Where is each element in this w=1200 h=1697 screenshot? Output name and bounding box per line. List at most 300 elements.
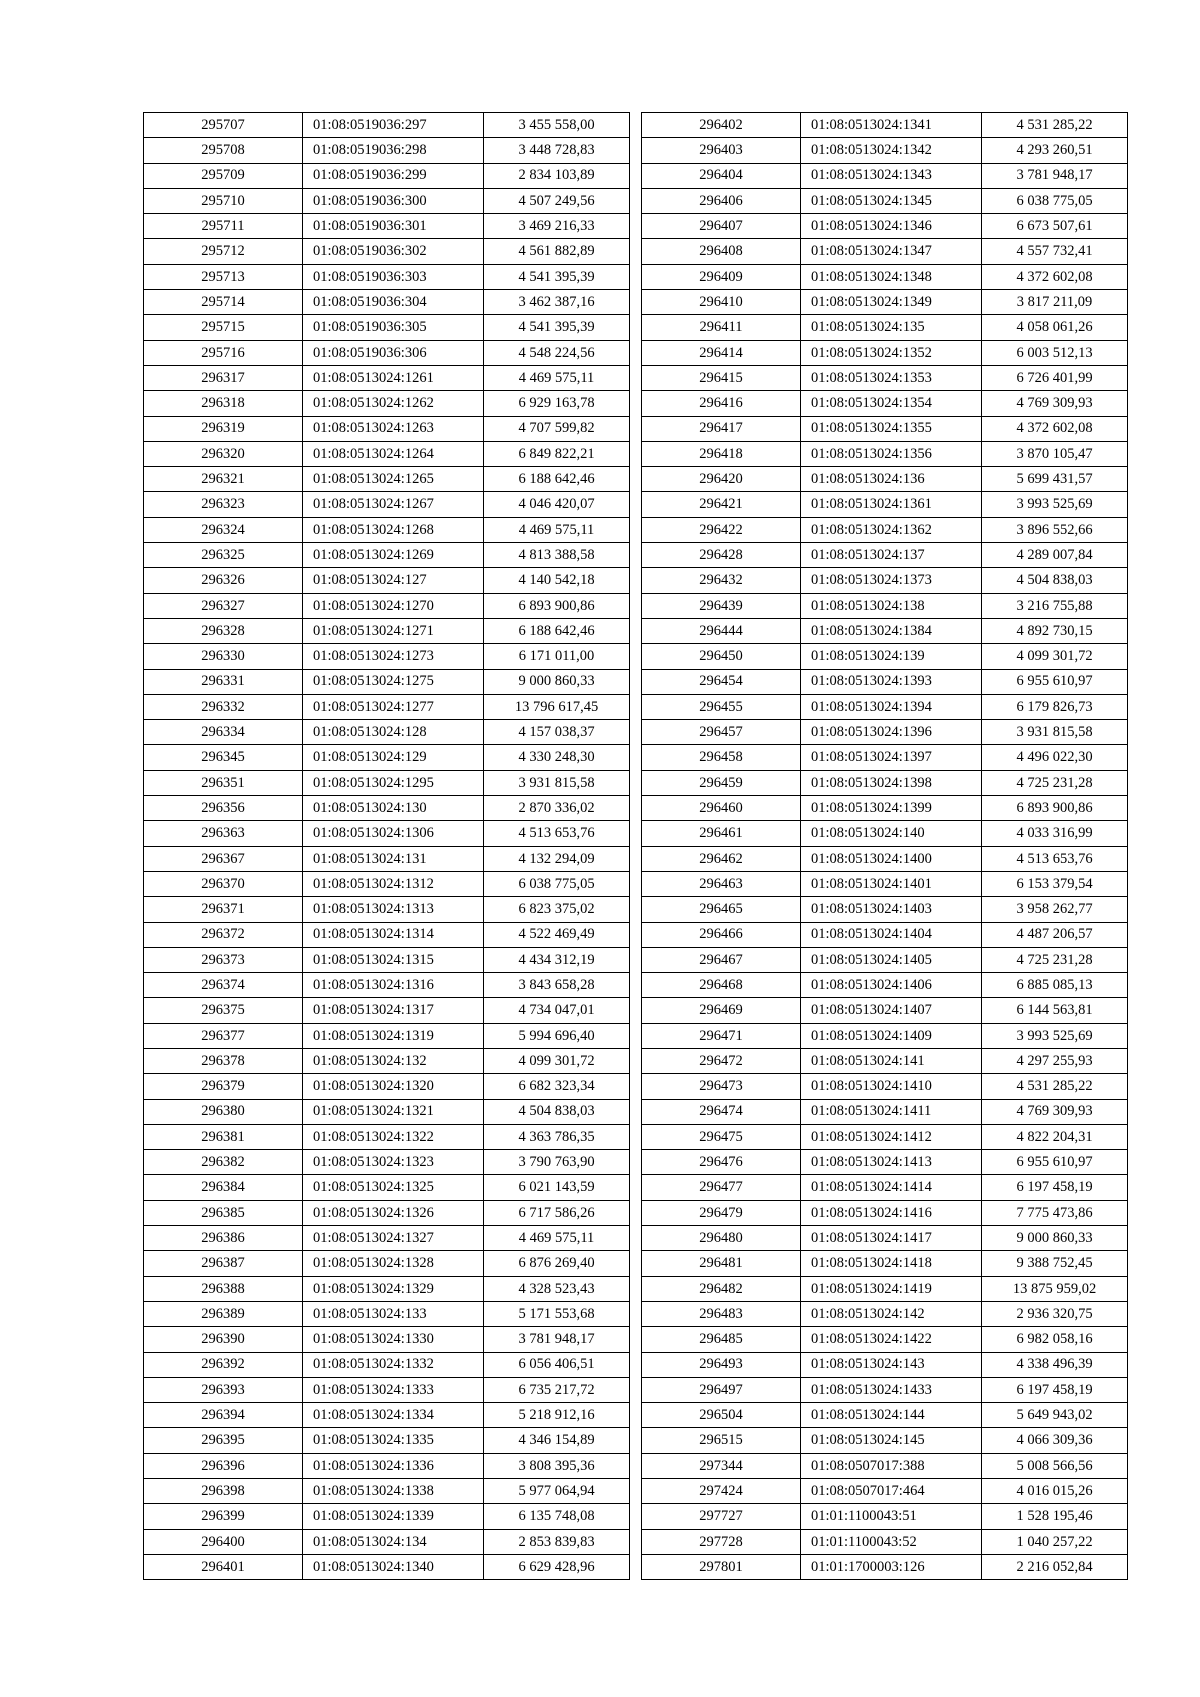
cadastral-number-cell: 01:08:0519036:305 (303, 315, 484, 340)
value-cell: 4 707 599,82 (484, 416, 630, 441)
number-cell: 296465 (642, 897, 801, 922)
table-row (642, 973, 1128, 998)
number-cell: 296396 (144, 1453, 303, 1478)
table-row (642, 113, 1128, 138)
cadastral-number-cell: 01:01:1700003:126 (801, 1554, 982, 1579)
table-row (144, 1124, 630, 1149)
number-cell: 296372 (144, 922, 303, 947)
cadastral-number-cell: 01:08:0513024:1265 (303, 467, 484, 492)
number-cell: 296416 (642, 391, 801, 416)
number-cell: 296474 (642, 1099, 801, 1124)
value-cell: 6 056 406,51 (484, 1352, 630, 1377)
number-cell: 296467 (642, 947, 801, 972)
value-cell: 4 132 294,09 (484, 846, 630, 871)
number-cell: 296345 (144, 745, 303, 770)
table-row (144, 1301, 630, 1326)
value-cell: 6 955 610,97 (982, 1150, 1128, 1175)
value-cell: 4 297 255,93 (982, 1048, 1128, 1073)
number-cell: 296386 (144, 1226, 303, 1251)
number-cell: 296330 (144, 644, 303, 669)
cadastral-number-cell: 01:08:0513024:1275 (303, 669, 484, 694)
value-cell: 6 929 163,78 (484, 391, 630, 416)
cadastral-number-cell: 01:01:1100043:52 (801, 1529, 982, 1554)
value-cell: 6 893 900,86 (484, 593, 630, 618)
cadastral-number-cell: 01:08:0513024:1315 (303, 947, 484, 972)
number-cell: 296387 (144, 1251, 303, 1276)
value-cell: 4 469 575,11 (484, 517, 630, 542)
table-row (144, 1529, 630, 1554)
table-row (642, 1124, 1128, 1149)
cadastral-number-cell: 01:08:0513024:1343 (801, 163, 982, 188)
cadastral-number-cell: 01:08:0519036:301 (303, 214, 484, 239)
number-cell: 296459 (642, 770, 801, 795)
table-row (144, 1352, 630, 1377)
number-cell: 297728 (642, 1529, 801, 1554)
number-cell: 296404 (642, 163, 801, 188)
value-cell: 4 507 249,56 (484, 188, 630, 213)
table-row (144, 897, 630, 922)
cadastral-number-cell: 01:08:0513024:1362 (801, 517, 982, 542)
table-row (144, 1251, 630, 1276)
table-row (144, 1428, 630, 1453)
number-cell: 296410 (642, 290, 801, 315)
value-cell: 4 099 301,72 (982, 644, 1128, 669)
value-cell: 4 046 420,07 (484, 492, 630, 517)
cadastral-number-cell: 01:08:0513024:129 (303, 745, 484, 770)
number-cell: 295713 (144, 264, 303, 289)
number-cell: 296374 (144, 973, 303, 998)
number-cell: 297801 (642, 1554, 801, 1579)
number-cell: 296370 (144, 871, 303, 896)
cadastral-number-cell: 01:08:0513024:1269 (303, 543, 484, 568)
table-row (642, 365, 1128, 390)
number-cell: 296417 (642, 416, 801, 441)
value-cell: 3 448 728,83 (484, 138, 630, 163)
number-cell: 296324 (144, 517, 303, 542)
value-cell: 4 469 575,11 (484, 1226, 630, 1251)
value-cell: 6 144 563,81 (982, 998, 1128, 1023)
value-cell: 4 561 882,89 (484, 239, 630, 264)
cadastral-number-cell: 01:08:0513024:140 (801, 821, 982, 846)
cadastral-number-cell: 01:08:0513024:1333 (303, 1377, 484, 1402)
value-cell: 3 817 211,09 (982, 290, 1128, 315)
value-cell: 4 541 395,39 (484, 315, 630, 340)
value-cell: 5 977 064,94 (484, 1479, 630, 1504)
value-cell: 4 769 309,93 (982, 1099, 1128, 1124)
cadastral-number-cell: 01:08:0513024:1349 (801, 290, 982, 315)
value-cell: 1 040 257,22 (982, 1529, 1128, 1554)
number-cell: 296326 (144, 568, 303, 593)
table-row (144, 441, 630, 466)
cadastral-number-cell: 01:08:0513024:133 (303, 1301, 484, 1326)
value-cell: 6 876 269,40 (484, 1251, 630, 1276)
value-cell: 6 735 217,72 (484, 1377, 630, 1402)
cadastral-number-cell: 01:08:0513024:1330 (303, 1327, 484, 1352)
table-row (642, 492, 1128, 517)
value-cell: 9 000 860,33 (982, 1226, 1128, 1251)
value-cell: 2 853 839,83 (484, 1529, 630, 1554)
number-cell: 296483 (642, 1301, 801, 1326)
value-cell: 6 717 586,26 (484, 1200, 630, 1225)
number-cell: 296428 (642, 543, 801, 568)
table-row (144, 1377, 630, 1402)
cadastral-number-cell: 01:08:0513024:1373 (801, 568, 982, 593)
value-cell: 4 513 653,76 (484, 821, 630, 846)
number-cell: 296377 (144, 1023, 303, 1048)
value-cell: 4 293 260,51 (982, 138, 1128, 163)
cadastral-number-cell: 01:08:0513024:1326 (303, 1200, 484, 1225)
value-cell: 4 016 015,26 (982, 1479, 1128, 1504)
number-cell: 296393 (144, 1377, 303, 1402)
table-row (144, 340, 630, 365)
number-cell: 296439 (642, 593, 801, 618)
table-row (144, 188, 630, 213)
cadastral-number-cell: 01:08:0513024:130 (303, 796, 484, 821)
value-cell: 4 725 231,28 (982, 947, 1128, 972)
table-row (642, 796, 1128, 821)
cadastral-number-cell: 01:08:0513024:1352 (801, 340, 982, 365)
number-cell: 297344 (642, 1453, 801, 1478)
cadastral-number-cell: 01:08:0513024:128 (303, 720, 484, 745)
value-cell: 4 531 285,22 (982, 1074, 1128, 1099)
cadastral-number-cell: 01:08:0513024:1327 (303, 1226, 484, 1251)
number-cell: 296402 (642, 113, 801, 138)
table-row (144, 1200, 630, 1225)
table-row (642, 871, 1128, 896)
value-cell: 4 531 285,22 (982, 113, 1128, 138)
table-row (144, 694, 630, 719)
number-cell: 295711 (144, 214, 303, 239)
value-cell: 3 931 815,58 (484, 770, 630, 795)
cadastral-number-cell: 01:08:0513024:1405 (801, 947, 982, 972)
number-cell: 296381 (144, 1124, 303, 1149)
value-cell: 3 462 387,16 (484, 290, 630, 315)
table-row (144, 568, 630, 593)
table-row (642, 467, 1128, 492)
value-cell: 4 372 602,08 (982, 264, 1128, 289)
cadastral-number-cell: 01:08:0513024:1332 (303, 1352, 484, 1377)
table-row (642, 669, 1128, 694)
number-cell: 296319 (144, 416, 303, 441)
value-cell: 4 346 154,89 (484, 1428, 630, 1453)
table-row (144, 644, 630, 669)
value-cell: 4 434 312,19 (484, 947, 630, 972)
cadastral-number-cell: 01:08:0513024:1348 (801, 264, 982, 289)
cadastral-number-cell: 01:08:0513024:1384 (801, 618, 982, 643)
table-row (144, 416, 630, 441)
table-row (642, 1251, 1128, 1276)
cadastral-number-cell: 01:08:0519036:299 (303, 163, 484, 188)
cadastral-number-cell: 01:08:0513024:1342 (801, 138, 982, 163)
value-cell: 4 813 388,58 (484, 543, 630, 568)
table-row (144, 391, 630, 416)
table-row (144, 593, 630, 618)
cadastral-number-cell: 01:08:0513024:1334 (303, 1403, 484, 1428)
number-cell: 296497 (642, 1377, 801, 1402)
table-row (642, 1529, 1128, 1554)
table-row (642, 441, 1128, 466)
cadastral-number-cell: 01:08:0513024:1268 (303, 517, 484, 542)
number-cell: 296476 (642, 1150, 801, 1175)
value-cell: 4 372 602,08 (982, 416, 1128, 441)
table-row (642, 922, 1128, 947)
table-row (642, 517, 1128, 542)
number-cell: 296408 (642, 239, 801, 264)
cadastral-number-cell: 01:08:0513024:1340 (303, 1554, 484, 1579)
number-cell: 296479 (642, 1200, 801, 1225)
number-cell: 296414 (642, 340, 801, 365)
value-cell: 4 522 469,49 (484, 922, 630, 947)
cadastral-number-cell: 01:08:0513024:142 (801, 1301, 982, 1326)
table-row (642, 618, 1128, 643)
value-cell: 6 726 401,99 (982, 365, 1128, 390)
value-cell: 4 066 309,36 (982, 1428, 1128, 1453)
number-cell: 296382 (144, 1150, 303, 1175)
table-row (144, 821, 630, 846)
table-row (642, 163, 1128, 188)
table-row (144, 871, 630, 896)
value-cell: 4 725 231,28 (982, 770, 1128, 795)
number-cell: 296385 (144, 1200, 303, 1225)
table-row (642, 1023, 1128, 1048)
number-cell: 296472 (642, 1048, 801, 1073)
value-cell: 4 734 047,01 (484, 998, 630, 1023)
table-row (642, 1327, 1128, 1352)
cadastral-number-cell: 01:08:0513024:1313 (303, 897, 484, 922)
cadastral-number-cell: 01:08:0513024:1397 (801, 745, 982, 770)
value-cell: 4 541 395,39 (484, 264, 630, 289)
value-cell: 1 528 195,46 (982, 1504, 1128, 1529)
table-row (642, 214, 1128, 239)
number-cell: 296450 (642, 644, 801, 669)
number-cell: 296485 (642, 1327, 801, 1352)
value-cell: 6 982 058,16 (982, 1327, 1128, 1352)
value-cell: 6 038 775,05 (484, 871, 630, 896)
value-cell: 3 790 763,90 (484, 1150, 630, 1175)
table-left-body (144, 113, 630, 1580)
number-cell: 296394 (144, 1403, 303, 1428)
number-cell: 296481 (642, 1251, 801, 1276)
cadastral-number-cell: 01:08:0513024:1398 (801, 770, 982, 795)
cadastral-number-cell: 01:08:0513024:136 (801, 467, 982, 492)
number-cell: 296407 (642, 214, 801, 239)
number-cell: 296458 (642, 745, 801, 770)
cadastral-number-cell: 01:08:0513024:139 (801, 644, 982, 669)
cadastral-number-cell: 01:08:0519036:306 (303, 340, 484, 365)
cadastral-number-cell: 01:08:0513024:1396 (801, 720, 982, 745)
table-row (144, 973, 630, 998)
table-row (642, 720, 1128, 745)
table-row (144, 138, 630, 163)
cadastral-number-cell: 01:08:0513024:1277 (303, 694, 484, 719)
table-row (642, 1175, 1128, 1200)
cadastral-number-cell: 01:08:0513024:1411 (801, 1099, 982, 1124)
cadastral-number-cell: 01:08:0513024:1409 (801, 1023, 982, 1048)
cadastral-number-cell: 01:08:0513024:1314 (303, 922, 484, 947)
cadastral-number-cell: 01:08:0513024:1271 (303, 618, 484, 643)
number-cell: 296406 (642, 188, 801, 213)
number-cell: 296323 (144, 492, 303, 517)
value-cell: 6 188 642,46 (484, 618, 630, 643)
cadastral-number-cell: 01:08:0513024:145 (801, 1428, 982, 1453)
table-row (144, 947, 630, 972)
value-cell: 6 849 822,21 (484, 441, 630, 466)
value-cell: 3 896 552,66 (982, 517, 1128, 542)
value-cell: 4 330 248,30 (484, 745, 630, 770)
table-row (144, 315, 630, 340)
table-row (144, 1074, 630, 1099)
value-cell: 4 099 301,72 (484, 1048, 630, 1073)
value-cell: 6 179 826,73 (982, 694, 1128, 719)
table-row (144, 846, 630, 871)
cadastral-number-cell: 01:08:0513024:1321 (303, 1099, 484, 1124)
table-row (144, 770, 630, 795)
cadastral-number-cell: 01:08:0519036:298 (303, 138, 484, 163)
cadastral-number-cell: 01:08:0513024:1270 (303, 593, 484, 618)
table-row (144, 1048, 630, 1073)
cadastral-number-cell: 01:08:0513024:1329 (303, 1276, 484, 1301)
cadastral-number-cell: 01:08:0513024:1347 (801, 239, 982, 264)
table-row (642, 138, 1128, 163)
cadastral-number-cell: 01:01:1100043:51 (801, 1504, 982, 1529)
value-cell: 6 682 323,34 (484, 1074, 630, 1099)
number-cell: 296457 (642, 720, 801, 745)
table-row (144, 163, 630, 188)
number-cell: 296375 (144, 998, 303, 1023)
cadastral-number-cell: 01:08:0519036:297 (303, 113, 484, 138)
number-cell: 296327 (144, 593, 303, 618)
table-row (642, 1150, 1128, 1175)
table-row (144, 720, 630, 745)
cadastral-number-cell: 01:08:0513024:1345 (801, 188, 982, 213)
table-row (144, 1554, 630, 1579)
table-row (642, 416, 1128, 441)
value-cell: 4 892 730,15 (982, 618, 1128, 643)
table-row (642, 821, 1128, 846)
cadastral-number-cell: 01:08:0513024:1412 (801, 1124, 982, 1149)
value-cell: 3 843 658,28 (484, 973, 630, 998)
table-row (144, 796, 630, 821)
cadastral-number-cell: 01:08:0513024:1339 (303, 1504, 484, 1529)
value-cell: 7 775 473,86 (982, 1200, 1128, 1225)
cadastral-number-cell: 01:08:0513024:1354 (801, 391, 982, 416)
table-row (642, 644, 1128, 669)
table-row (642, 315, 1128, 340)
value-cell: 6 171 011,00 (484, 644, 630, 669)
value-cell: 5 994 696,40 (484, 1023, 630, 1048)
table-row (642, 1554, 1128, 1579)
cadastral-number-cell: 01:08:0519036:302 (303, 239, 484, 264)
cadastral-number-cell: 01:08:0513024:1406 (801, 973, 982, 998)
number-cell: 296461 (642, 821, 801, 846)
number-cell: 296380 (144, 1099, 303, 1124)
number-cell: 296398 (144, 1479, 303, 1504)
table-row (642, 188, 1128, 213)
table-row (144, 365, 630, 390)
number-cell: 295707 (144, 113, 303, 138)
number-cell: 296390 (144, 1327, 303, 1352)
value-cell: 4 487 206,57 (982, 922, 1128, 947)
number-cell: 296471 (642, 1023, 801, 1048)
cadastral-number-cell: 01:08:0513024:1263 (303, 416, 484, 441)
cadastral-number-cell: 01:08:0507017:464 (801, 1479, 982, 1504)
value-cell: 3 931 815,58 (982, 720, 1128, 745)
value-cell: 4 157 038,37 (484, 720, 630, 745)
value-cell: 6 003 512,13 (982, 340, 1128, 365)
number-cell: 296384 (144, 1175, 303, 1200)
cadastral-number-cell: 01:08:0513024:1267 (303, 492, 484, 517)
value-cell: 3 993 525,69 (982, 1023, 1128, 1048)
table-row (144, 1504, 630, 1529)
cadastral-number-cell: 01:08:0513024:132 (303, 1048, 484, 1073)
cadastral-number-cell: 01:08:0513024:1325 (303, 1175, 484, 1200)
value-cell: 6 823 375,02 (484, 897, 630, 922)
value-cell: 4 033 316,99 (982, 821, 1128, 846)
cadastral-number-cell: 01:08:0513024:1320 (303, 1074, 484, 1099)
cadastral-number-cell: 01:08:0513024:1264 (303, 441, 484, 466)
cadastral-number-cell: 01:08:0513024:1353 (801, 365, 982, 390)
number-cell: 296378 (144, 1048, 303, 1073)
table-row (642, 1479, 1128, 1504)
number-cell: 296466 (642, 922, 801, 947)
number-cell: 296454 (642, 669, 801, 694)
cadastral-number-cell: 01:08:0513024:1422 (801, 1327, 982, 1352)
value-cell: 5 008 566,56 (982, 1453, 1128, 1478)
number-cell: 295714 (144, 290, 303, 315)
table-row (642, 568, 1128, 593)
table-row (144, 214, 630, 239)
table-row (144, 1276, 630, 1301)
number-cell: 295709 (144, 163, 303, 188)
cadastral-number-cell: 01:08:0513024:1419 (801, 1276, 982, 1301)
value-cell: 3 958 262,77 (982, 897, 1128, 922)
table-row (144, 113, 630, 138)
value-cell: 13 875 959,02 (982, 1276, 1128, 1301)
number-cell: 297727 (642, 1504, 801, 1529)
cadastral-number-cell: 01:08:0513024:1416 (801, 1200, 982, 1225)
value-cell: 6 893 900,86 (982, 796, 1128, 821)
number-cell: 296463 (642, 871, 801, 896)
table-row (144, 1327, 630, 1352)
table-row (144, 543, 630, 568)
table-row (144, 1150, 630, 1175)
cadastral-number-cell: 01:08:0513024:1404 (801, 922, 982, 947)
cadastral-number-cell: 01:08:0513024:134 (303, 1529, 484, 1554)
cadastral-number-cell: 01:08:0513024:1273 (303, 644, 484, 669)
table-row (642, 694, 1128, 719)
value-cell: 5 171 553,68 (484, 1301, 630, 1326)
number-cell: 296469 (642, 998, 801, 1023)
number-cell: 296432 (642, 568, 801, 593)
cadastral-number-cell: 01:08:0513024:1323 (303, 1150, 484, 1175)
table-right-body (642, 113, 1128, 1580)
table-row (642, 1276, 1128, 1301)
table-row (642, 897, 1128, 922)
cadastral-number-cell: 01:08:0513024:1355 (801, 416, 982, 441)
number-cell: 296334 (144, 720, 303, 745)
table-row (642, 239, 1128, 264)
value-cell: 2 834 103,89 (484, 163, 630, 188)
table-row (144, 1099, 630, 1124)
cadastral-number-cell: 01:08:0513024:1361 (801, 492, 982, 517)
number-cell: 296455 (642, 694, 801, 719)
number-cell: 296332 (144, 694, 303, 719)
value-cell: 4 557 732,41 (982, 239, 1128, 264)
number-cell: 295716 (144, 340, 303, 365)
value-cell: 2 216 052,84 (982, 1554, 1128, 1579)
cadastral-number-cell: 01:08:0513024:1433 (801, 1377, 982, 1402)
number-cell: 296321 (144, 467, 303, 492)
